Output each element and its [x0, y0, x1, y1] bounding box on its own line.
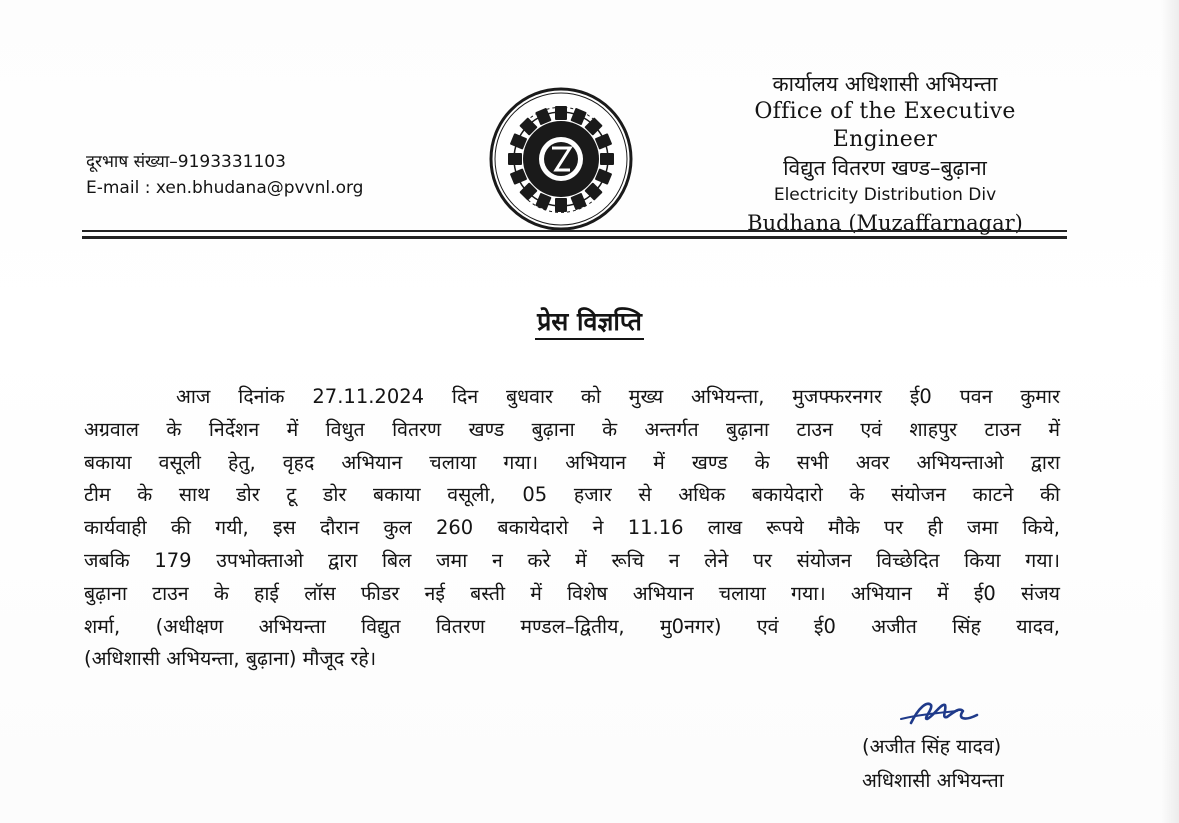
signatory-name: (अजीत सिंह यादव)	[862, 735, 1002, 758]
signatory-designation: अधिशासी अभियन्ता	[862, 769, 1004, 792]
body-line: आज दिनांक 27.11.2024 दिन बुधवार को मुख्य अभियन्ता, मुजफ्फरनगर ई0 पवन कुमार	[176, 385, 1060, 408]
phone-number: दूरभाष संख्या–9193331103	[86, 152, 286, 172]
contact-block	[86, 149, 363, 201]
press-release-heading: प्रेस विज्ञप्ति	[535, 307, 644, 340]
body-line: कार्यवाही की गयी, इस दौरान कुल 260 बकायेदारो ने 11.16 लाख रूपये मौके पर ही जमा किये,	[84, 516, 1060, 540]
body-line: बुढ़ाना टाउन के हाई लॉस फीडर नई बस्ती में विशेष अभियान चलाया गया। अभियान में ई0 संजय	[84, 581, 1060, 605]
division-name-english: Electricity Distribution Div	[773, 185, 997, 205]
division-name-hindi: विद्युत वितरण खण्ड–बुढ़ाना	[783, 156, 987, 180]
body-line: टीम के साथ डोर टू डोर बकाया वसूली, 05 हजार से अधिक बकायेदारो के संयोजन काटने की	[84, 483, 1060, 507]
scan-edge-shadow	[1161, 0, 1179, 823]
office-location: Budhana (Muzaffarnagar)	[747, 211, 1023, 235]
body-line: बकाया वसूली हेतु, वृहद अभियान चलाया गया। अभियान में खण्ड के सभी अवर अभियन्ताओ द्वारा	[84, 450, 1060, 474]
body-line: जबकि 179 उपभोक्ताओ द्वारा बिल जमा न करे में रूचि न लेने पर संयोजन विच्छेदित किया गया।	[84, 548, 1060, 572]
email-address: E-mail : xen.bhudana@pvvnl.org	[86, 178, 364, 198]
office-address-block	[700, 70, 1070, 238]
pvvnl-gear-emblem-icon	[488, 86, 634, 232]
body-line: अग्रवाल के निर्देशन में विधुत वितरण खण्ड बुढ़ाना के अन्तर्गत बुढ़ाना टाउन एवं शाहपुर टाउन में	[84, 417, 1060, 441]
press-release-body	[84, 381, 1060, 676]
header-divider-thick	[82, 236, 1067, 239]
header-divider-thin	[82, 230, 1067, 232]
office-title-hindi: कार्यालय अधिशासी अभियन्ता	[772, 72, 998, 96]
body-line: (अधिशासी अभियन्ता, बुढ़ाना) मौजूद रहे।	[84, 647, 377, 671]
body-line: शर्मा, (अधीक्षण अभियन्ता विद्युत वितरण मण्डल–द्वितीय, मु0नगर) एवं ई0 अजीत सिंह यादव,	[84, 614, 1060, 638]
handwritten-signature	[897, 693, 987, 729]
office-title-english: Office of the Executive Engineer	[754, 99, 1016, 152]
signatory-block	[862, 730, 1004, 798]
press-release-heading-block	[0, 304, 1179, 338]
